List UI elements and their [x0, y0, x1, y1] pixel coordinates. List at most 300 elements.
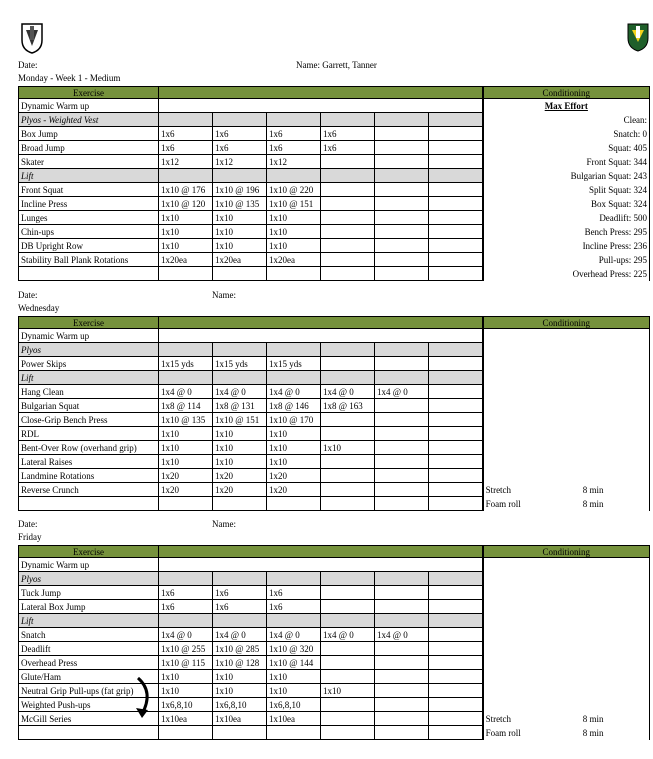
conditioning-entry [483, 455, 650, 469]
stretch-label: Stretch [485, 484, 512, 495]
conditioning-header: Conditioning [483, 546, 650, 558]
set-cell: 1x10 @ 128 [213, 656, 267, 670]
exercise-name: Reverse Crunch [19, 483, 159, 497]
max-effort-value: Clean: [623, 114, 648, 125]
set-cell: 1x10 [213, 427, 267, 441]
exercise-row [19, 385, 650, 399]
set-cell [321, 483, 375, 497]
set-cell [375, 253, 429, 267]
conditioning-entry [483, 628, 650, 642]
exercise-name: Overhead Press [19, 656, 159, 670]
conditioning-entry [483, 239, 650, 253]
name-label [296, 60, 377, 70]
set-cell [429, 211, 483, 225]
set-cell [267, 726, 321, 740]
set-cell [375, 399, 429, 413]
set-cell [375, 141, 429, 155]
set-cell: 1x10 @ 151 [213, 413, 267, 427]
exercise-row [19, 656, 650, 670]
set-cell [429, 399, 483, 413]
set-cell [267, 371, 321, 385]
set-cell [375, 183, 429, 197]
name-label-wednesday: Name: [212, 290, 236, 300]
set-cell [321, 455, 375, 469]
set-cell [429, 267, 483, 281]
set-cell [375, 670, 429, 684]
set-cell [375, 656, 429, 670]
set-cell [429, 441, 483, 455]
warmup-span [159, 558, 483, 572]
set-cell [267, 169, 321, 183]
set-cell: 1x6 [159, 586, 213, 600]
conditioning-entry [483, 614, 650, 628]
conditioning-entry [483, 385, 650, 399]
conditioning-entry [483, 99, 650, 113]
exercise-name: Dynamic Warm up [19, 329, 159, 343]
exercise-row [19, 684, 650, 698]
set-cell: 1x20 [159, 483, 213, 497]
exercise-name: Lift [19, 371, 159, 385]
exercise-name: Skater [19, 155, 159, 169]
set-cell: 1x10ea [267, 712, 321, 726]
max-effort-value: Front Squat: 344 [586, 156, 648, 167]
set-cell [321, 469, 375, 483]
day-title-monday: Monday - Week 1 - Medium [18, 73, 121, 83]
set-cell [321, 253, 375, 267]
set-cell: 1x4 @ 0 [159, 628, 213, 642]
conditioning-entry [483, 357, 650, 371]
set-cell: 1x10 @ 135 [213, 197, 267, 211]
set-cell: 1x6 [213, 600, 267, 614]
exercise-name: Weighted Push-ups [19, 698, 159, 712]
set-cell [429, 726, 483, 740]
set-cell [267, 113, 321, 127]
conditioning-entry [483, 267, 650, 281]
exercise-row [19, 113, 650, 127]
set-cell: 1x6 [159, 127, 213, 141]
set-cell [321, 642, 375, 656]
set-cell [375, 684, 429, 698]
set-cell [321, 239, 375, 253]
set-cell: 1x10 [267, 427, 321, 441]
set-cell [321, 586, 375, 600]
set-cell: 1x4 @ 0 [321, 628, 375, 642]
conditioning-entry [483, 572, 650, 586]
set-cell [375, 155, 429, 169]
exercise-row [19, 99, 650, 113]
set-cell: 1x6 [267, 586, 321, 600]
set-cell [429, 155, 483, 169]
set-cell [429, 413, 483, 427]
set-cell [429, 225, 483, 239]
set-cell: 1x20 [213, 483, 267, 497]
set-cell: 1x10 @ 115 [159, 656, 213, 670]
set-cell [375, 113, 429, 127]
set-cell [159, 169, 213, 183]
set-cell: 1x10 [213, 211, 267, 225]
exercise-header: Exercise [19, 317, 159, 329]
header-row [19, 317, 650, 329]
exercise-name: Stability Ball Plank Rotations [19, 253, 159, 267]
conditioning-entry [483, 726, 650, 740]
conditioning-entry [483, 600, 650, 614]
set-cell [321, 225, 375, 239]
exercise-row [19, 600, 650, 614]
set-cell [159, 371, 213, 385]
max-effort-value: Pull-ups: 295 [598, 254, 648, 265]
conditioning-entry [483, 113, 650, 127]
set-cell: 1x20 [159, 469, 213, 483]
set-cell: 1x10 [213, 441, 267, 455]
set-cell [375, 239, 429, 253]
set-cell [213, 497, 267, 511]
exercise-name: Lift [19, 614, 159, 628]
set-cell: 1x10 [159, 211, 213, 225]
exercise-name: Neutral Grip Pull-ups (fat grip) [19, 684, 159, 698]
set-cell [321, 169, 375, 183]
set-cell [429, 169, 483, 183]
conditioning-entry [483, 558, 650, 572]
set-cell [429, 572, 483, 586]
set-cell [267, 267, 321, 281]
exercise-row [19, 497, 650, 511]
day-title-friday: Friday [18, 532, 42, 542]
set-cell: 1x10 [159, 455, 213, 469]
set-cell: 1x10 [321, 684, 375, 698]
exercise-row [19, 343, 650, 357]
max-effort-value: Split Squat: 324 [589, 184, 648, 195]
set-cell: 1x20ea [159, 253, 213, 267]
set-cell [429, 343, 483, 357]
conditioning-entry [483, 642, 650, 656]
header-row [19, 87, 650, 99]
exercise-row [19, 572, 650, 586]
set-cell [159, 572, 213, 586]
set-cell [375, 726, 429, 740]
set-cell [375, 413, 429, 427]
exercise-row [19, 455, 650, 469]
set-cell [375, 455, 429, 469]
set-cell [375, 600, 429, 614]
set-cell: 1x20 [267, 483, 321, 497]
conditioning-entry [483, 127, 650, 141]
set-cell [267, 497, 321, 511]
set-cell [213, 113, 267, 127]
set-cell [321, 371, 375, 385]
header-spacer [159, 546, 483, 558]
warmup-span [159, 329, 483, 343]
set-cell [429, 586, 483, 600]
conditioning-entry [483, 169, 650, 183]
set-cell: 1x10 [267, 225, 321, 239]
exercise-row [19, 726, 650, 740]
stretch-label: Stretch [485, 713, 512, 724]
set-cell: 1x4 @ 0 [267, 628, 321, 642]
conditioning-entry [483, 698, 650, 712]
exercise-row [19, 614, 650, 628]
exercise-name: Plyos - Weighted Vest [19, 113, 159, 127]
exercise-name: Glute/Ham [19, 670, 159, 684]
set-cell [429, 141, 483, 155]
stretch-line [486, 484, 604, 496]
exercise-row [19, 469, 650, 483]
exercise-name [19, 267, 159, 281]
set-cell: 1x10ea [159, 712, 213, 726]
set-cell [321, 113, 375, 127]
exercise-name: Plyos [19, 343, 159, 357]
athlete-name: Garrett, Tanner [322, 60, 377, 70]
set-cell [375, 441, 429, 455]
wednesday-table [18, 316, 650, 511]
set-cell [375, 712, 429, 726]
unit-crest-logo-left [18, 22, 46, 54]
set-cell: 1x10 [159, 225, 213, 239]
exercise-row [19, 441, 650, 455]
set-cell: 1x10 [159, 670, 213, 684]
set-cell: 1x10 @ 320 [267, 642, 321, 656]
set-cell [267, 614, 321, 628]
exercise-name: Box Jump [19, 127, 159, 141]
exercise-name: McGill Series [19, 712, 159, 726]
set-cell [321, 614, 375, 628]
set-cell [375, 614, 429, 628]
set-cell [429, 642, 483, 656]
set-cell [375, 211, 429, 225]
set-cell: 1x12 [267, 155, 321, 169]
set-cell [375, 127, 429, 141]
day-title-wednesday: Wednesday [18, 303, 60, 313]
exercise-name: Lunges [19, 211, 159, 225]
conditioning-entry [483, 684, 650, 698]
set-cell [429, 371, 483, 385]
set-cell: 1x4 @ 0 [267, 385, 321, 399]
set-cell [375, 586, 429, 600]
set-cell [375, 197, 429, 211]
set-cell: 1x10 @ 144 [267, 656, 321, 670]
set-cell: 1x10 @ 285 [213, 642, 267, 656]
set-cell [321, 183, 375, 197]
set-cell: 1x10 @ 151 [267, 197, 321, 211]
exercise-name: Lift [19, 169, 159, 183]
exercise-name: Incline Press [19, 197, 159, 211]
set-cell [159, 343, 213, 357]
set-cell [375, 357, 429, 371]
exercise-row [19, 329, 650, 343]
conditioning-entry [483, 441, 650, 455]
set-cell: 1x10 @ 176 [159, 183, 213, 197]
set-cell: 1x4 @ 0 [321, 385, 375, 399]
exercise-name: Landmine Rotations [19, 469, 159, 483]
set-cell [159, 113, 213, 127]
set-cell [267, 572, 321, 586]
set-cell [375, 225, 429, 239]
set-cell [321, 343, 375, 357]
exercise-row [19, 698, 650, 712]
set-cell [375, 343, 429, 357]
set-cell [375, 267, 429, 281]
conditioning-entry [483, 155, 650, 169]
set-cell [429, 357, 483, 371]
set-cell: 1x10 [213, 455, 267, 469]
header-spacer [159, 87, 483, 99]
set-cell: 1x20ea [213, 253, 267, 267]
superset-arrow-icon [134, 674, 158, 722]
conditioning-entry [483, 197, 650, 211]
set-cell [321, 572, 375, 586]
set-cell: 1x20 [213, 469, 267, 483]
set-cell [375, 642, 429, 656]
conditioning-entry [483, 253, 650, 267]
set-cell: 1x4 @ 0 [213, 628, 267, 642]
set-cell [321, 413, 375, 427]
exercise-row [19, 558, 650, 572]
conditioning-entry [483, 497, 650, 511]
set-cell [429, 197, 483, 211]
exercise-name: Power Skips [19, 357, 159, 371]
set-cell: 1x12 [213, 155, 267, 169]
set-cell [321, 357, 375, 371]
set-cell: 1x6 [321, 127, 375, 141]
set-cell: 1x15 yds [267, 357, 321, 371]
set-cell [429, 684, 483, 698]
set-cell [321, 155, 375, 169]
foam-value: 8 min [582, 498, 604, 509]
date-label: Date: [18, 60, 38, 70]
set-cell: 1x8 @ 146 [267, 399, 321, 413]
set-cell: 1x15 yds [213, 357, 267, 371]
set-cell: 1x10 [321, 441, 375, 455]
exercise-name: Deadlift [19, 642, 159, 656]
exercise-row [19, 586, 650, 600]
exercise-name [19, 497, 159, 511]
set-cell [321, 197, 375, 211]
set-cell: 1x10 [213, 239, 267, 253]
exercise-name: Hang Clean [19, 385, 159, 399]
set-cell: 1x4 @ 0 [375, 385, 429, 399]
header-row [19, 546, 650, 558]
set-cell: 1x10 [159, 239, 213, 253]
exercise-row [19, 239, 650, 253]
exercise-row [19, 670, 650, 684]
set-cell [429, 239, 483, 253]
set-cell [429, 253, 483, 267]
set-cell: 1x6 [213, 586, 267, 600]
set-cell: 1x6 [213, 141, 267, 155]
exercise-name: Bulgarian Squat [19, 399, 159, 413]
set-cell [429, 183, 483, 197]
conditioning-entry [483, 329, 650, 343]
set-cell [159, 497, 213, 511]
set-cell: 1x10 @ 196 [213, 183, 267, 197]
set-cell [429, 712, 483, 726]
set-cell: 1x10ea [213, 712, 267, 726]
set-cell [159, 267, 213, 281]
set-cell [375, 469, 429, 483]
foam-line [486, 727, 604, 739]
set-cell: 1x10 @ 170 [267, 413, 321, 427]
set-cell: 1x10 @ 255 [159, 642, 213, 656]
set-cell: 1x6,8,10 [213, 698, 267, 712]
warmup-span [159, 99, 483, 113]
set-cell: 1x20ea [267, 253, 321, 267]
set-cell: 1x10 [267, 211, 321, 225]
set-cell [321, 656, 375, 670]
exercise-name [19, 726, 159, 740]
max-effort-value: Snatch: 0 [613, 128, 648, 139]
set-cell: 1x10 [159, 441, 213, 455]
exercise-row [19, 169, 650, 183]
max-effort-value: Deadlift: 500 [599, 212, 648, 223]
set-cell: 1x10 [267, 684, 321, 698]
set-cell [267, 343, 321, 357]
date-label-friday: Date: [18, 519, 38, 529]
exercise-row [19, 642, 650, 656]
set-cell [429, 614, 483, 628]
conditioning-entry [483, 413, 650, 427]
exercise-header: Exercise [19, 87, 159, 99]
exercise-row [19, 413, 650, 427]
exercise-row [19, 267, 650, 281]
set-cell [429, 600, 483, 614]
exercise-row [19, 197, 650, 211]
set-cell [159, 614, 213, 628]
exercise-name: RDL [19, 427, 159, 441]
exercise-row [19, 183, 650, 197]
set-cell [429, 497, 483, 511]
exercise-name: Close-Grip Bench Press [19, 413, 159, 427]
set-cell: 1x10 [267, 239, 321, 253]
conditioning-entry [483, 399, 650, 413]
set-cell [375, 572, 429, 586]
set-cell [429, 469, 483, 483]
set-cell: 1x6 [321, 141, 375, 155]
foam-value: 8 min [582, 727, 604, 738]
max-effort-title: Max Effort [544, 100, 588, 111]
set-cell [213, 343, 267, 357]
set-cell: 1x6 [267, 600, 321, 614]
exercise-row [19, 127, 650, 141]
exercise-name: Dynamic Warm up [19, 558, 159, 572]
set-cell [429, 628, 483, 642]
exercise-name: Plyos [19, 572, 159, 586]
set-cell [213, 614, 267, 628]
header-spacer [159, 317, 483, 329]
set-cell [321, 670, 375, 684]
conditioning-entry [483, 141, 650, 155]
set-cell [321, 267, 375, 281]
set-cell [429, 385, 483, 399]
exercise-row [19, 371, 650, 385]
set-cell: 1x10 @ 220 [267, 183, 321, 197]
date-label-wednesday: Date: [18, 290, 38, 300]
set-cell [375, 497, 429, 511]
conditioning-entry [483, 670, 650, 684]
set-cell: 1x10 [213, 684, 267, 698]
set-cell: 1x6 [159, 600, 213, 614]
set-cell [375, 427, 429, 441]
set-cell: 1x10 [213, 670, 267, 684]
exercise-row [19, 628, 650, 642]
set-cell: 1x10 @ 135 [159, 413, 213, 427]
conditioning-entry [483, 343, 650, 357]
max-effort-value: Incline Press: 236 [582, 240, 648, 251]
set-cell: 1x8 @ 163 [321, 399, 375, 413]
max-effort-value: Squat: 405 [608, 142, 648, 153]
exercise-header: Exercise [19, 546, 159, 558]
set-cell: 1x6 [267, 127, 321, 141]
set-cell [213, 726, 267, 740]
exercise-name: Lateral Box Jump [19, 600, 159, 614]
